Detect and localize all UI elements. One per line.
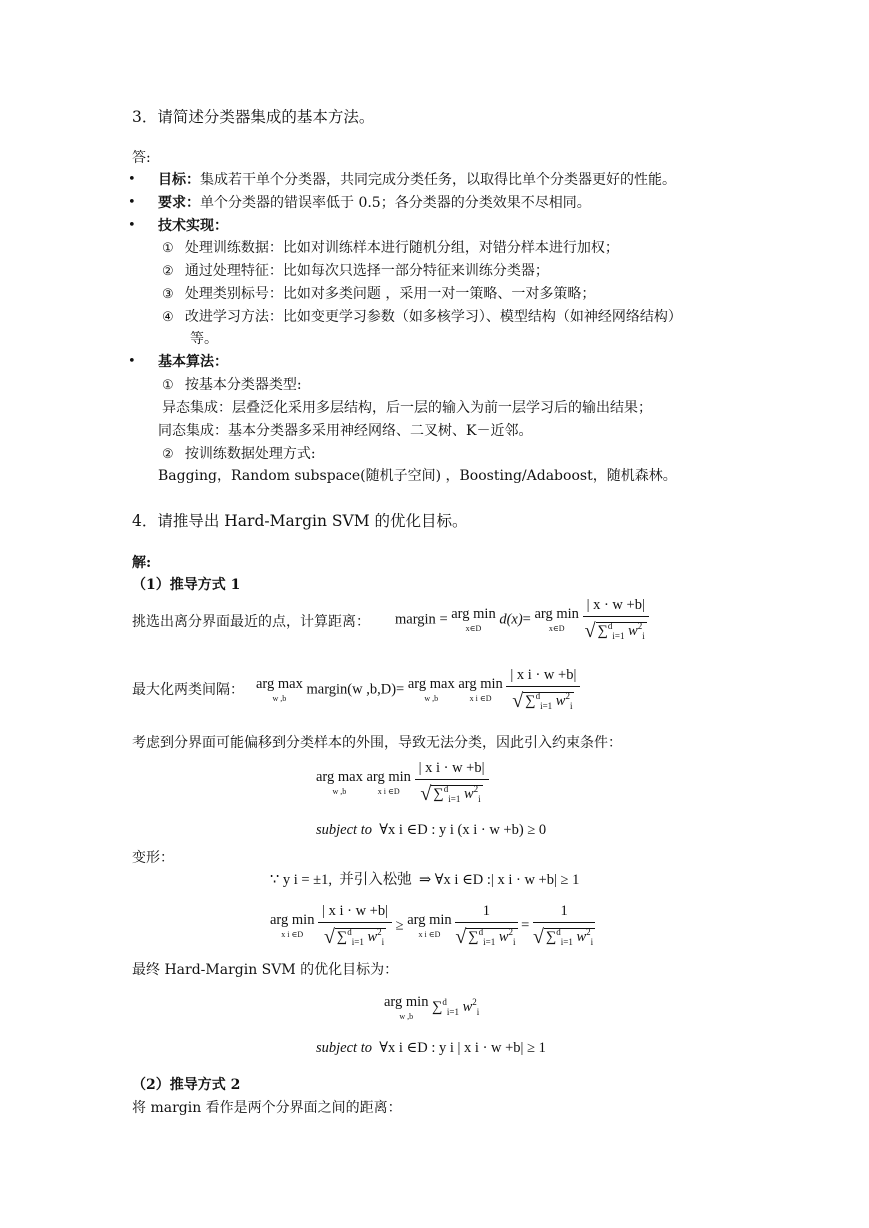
constraint-1: subject to ∀x i ∈D : y i (x i · w +b) ≥ 0: [316, 822, 547, 838]
bullet-dot: •: [128, 218, 136, 233]
bullet-label: 技术实现：: [158, 218, 228, 234]
step-3-text: 考虑到分界面可能偏移到分类样本的外围，导致无法分类，因此引入约束条件：: [132, 735, 622, 751]
method-2-text: 将 margin 看作是两个分界面之间的距离：: [132, 1100, 402, 1116]
methods-text: Bagging，Random subspace(随机子空间) ，Boosting/Adaboost，随机森林。: [158, 468, 677, 484]
equation-final: arg min w ,b ∑$^d_{i=1}$ $w^2_i$: [384, 994, 480, 1021]
step-2-text: 最大化两类间隔：: [132, 682, 244, 698]
tech-item: ① 处理训练数据：比如对训练样本进行随机分组，对错分样本进行加权；: [162, 240, 619, 256]
algo-item: ② 按训练数据处理方式:: [162, 446, 316, 462]
solution-label: 解:: [132, 555, 152, 571]
equation-transform: arg min x i ∈D $\frac{\text{| x i · w +b|}}{√ \sum^d_{i=1} w^2_i}$ ≥ arg min x i ∈D $\frac{1}{√ \sum^d_{i=1} w^2_i}$ = $\frac{1}{√ \sum^d_{i=1} w^2_i}$: [270, 903, 594, 949]
tech-item-continuation: 等。: [190, 331, 218, 347]
bullet-label: 要求：: [158, 195, 200, 211]
method-1-heading: （1）推导方式 1: [132, 577, 241, 593]
constraint-2: subject to ∀x i ∈D : y i | x i · w +b| ≥ 1: [316, 1040, 546, 1056]
bullet-text: 集成若干单个分类器，共同完成分类任务，以取得比单个分类器更好的性能。: [200, 172, 676, 188]
bullet-dot: •: [128, 354, 136, 369]
bullet-dot: •: [128, 195, 136, 210]
bullet-label: 基本算法：: [158, 354, 228, 370]
equation-margin: margin = arg min x∈D d(x)= arg min x∈D $\frac{| x \cdot w +b|}{√ \sum^d_{i=1} w^2_i}$: [395, 597, 649, 643]
method-2-heading: （2）推导方式 2: [132, 1077, 241, 1093]
bullet-dot: •: [128, 172, 136, 187]
tech-item: ④ 改进学习方法：比如变更学习参数（如多核学习）、模型结构（如神经网络结构）: [162, 309, 682, 325]
question-3-title: 3．请简述分类器集成的基本方法。: [132, 108, 375, 126]
slack-line: ∵ y i = ±1, 并引入松弛 ⇒ ∀x i ∈D :| x i · w +b| ≥ 1: [270, 872, 580, 888]
transform-label: 变形：: [132, 850, 174, 866]
question-4-title: 4．请推导出 Hard-Margin SVM 的优化目标。: [132, 512, 468, 530]
algo-item: ① 按基本分类器类型:: [162, 377, 302, 393]
hetero-text: 异态集成：层叠泛化采用多层结构，后一层的输入为前一层学习后的输出结果；: [162, 400, 652, 416]
equation-max-margin: arg max w ,b margin(w ,b,D)= arg max w ,b arg min x i ∈D $\frac{\text{| x i · w +b|}}{√ \sum^d_{i=1} w^2_i}$: [256, 667, 580, 713]
step-1-text: 挑选出离分界面最近的点，计算距离：: [132, 614, 370, 630]
homo-text: 同态集成：基本分类器多采用神经网络、二叉树、K－近邻。: [158, 423, 533, 439]
bullet-text: 单个分类器的错误率低于 0.5；各分类器的分类效果不尽相同。: [200, 195, 591, 211]
bullet-label: 目标：: [158, 172, 200, 188]
equation-constrained: arg max w ,b arg min x i ∈D $\frac{\text{| x i · w +b|}}{√ \sum^d_{i=1} w^2_i}$: [316, 760, 489, 806]
tech-item: ③ 处理类别标号：比如对多类问题 ，采用一对一策略、一对多策略；: [162, 286, 596, 302]
tech-item: ② 通过处理特征：比如每次只选择一部分特征来训练分类器；: [162, 263, 549, 279]
final-text: 最终 Hard-Margin SVM 的优化目标为：: [132, 962, 399, 978]
answer-label: 答:: [132, 150, 151, 166]
